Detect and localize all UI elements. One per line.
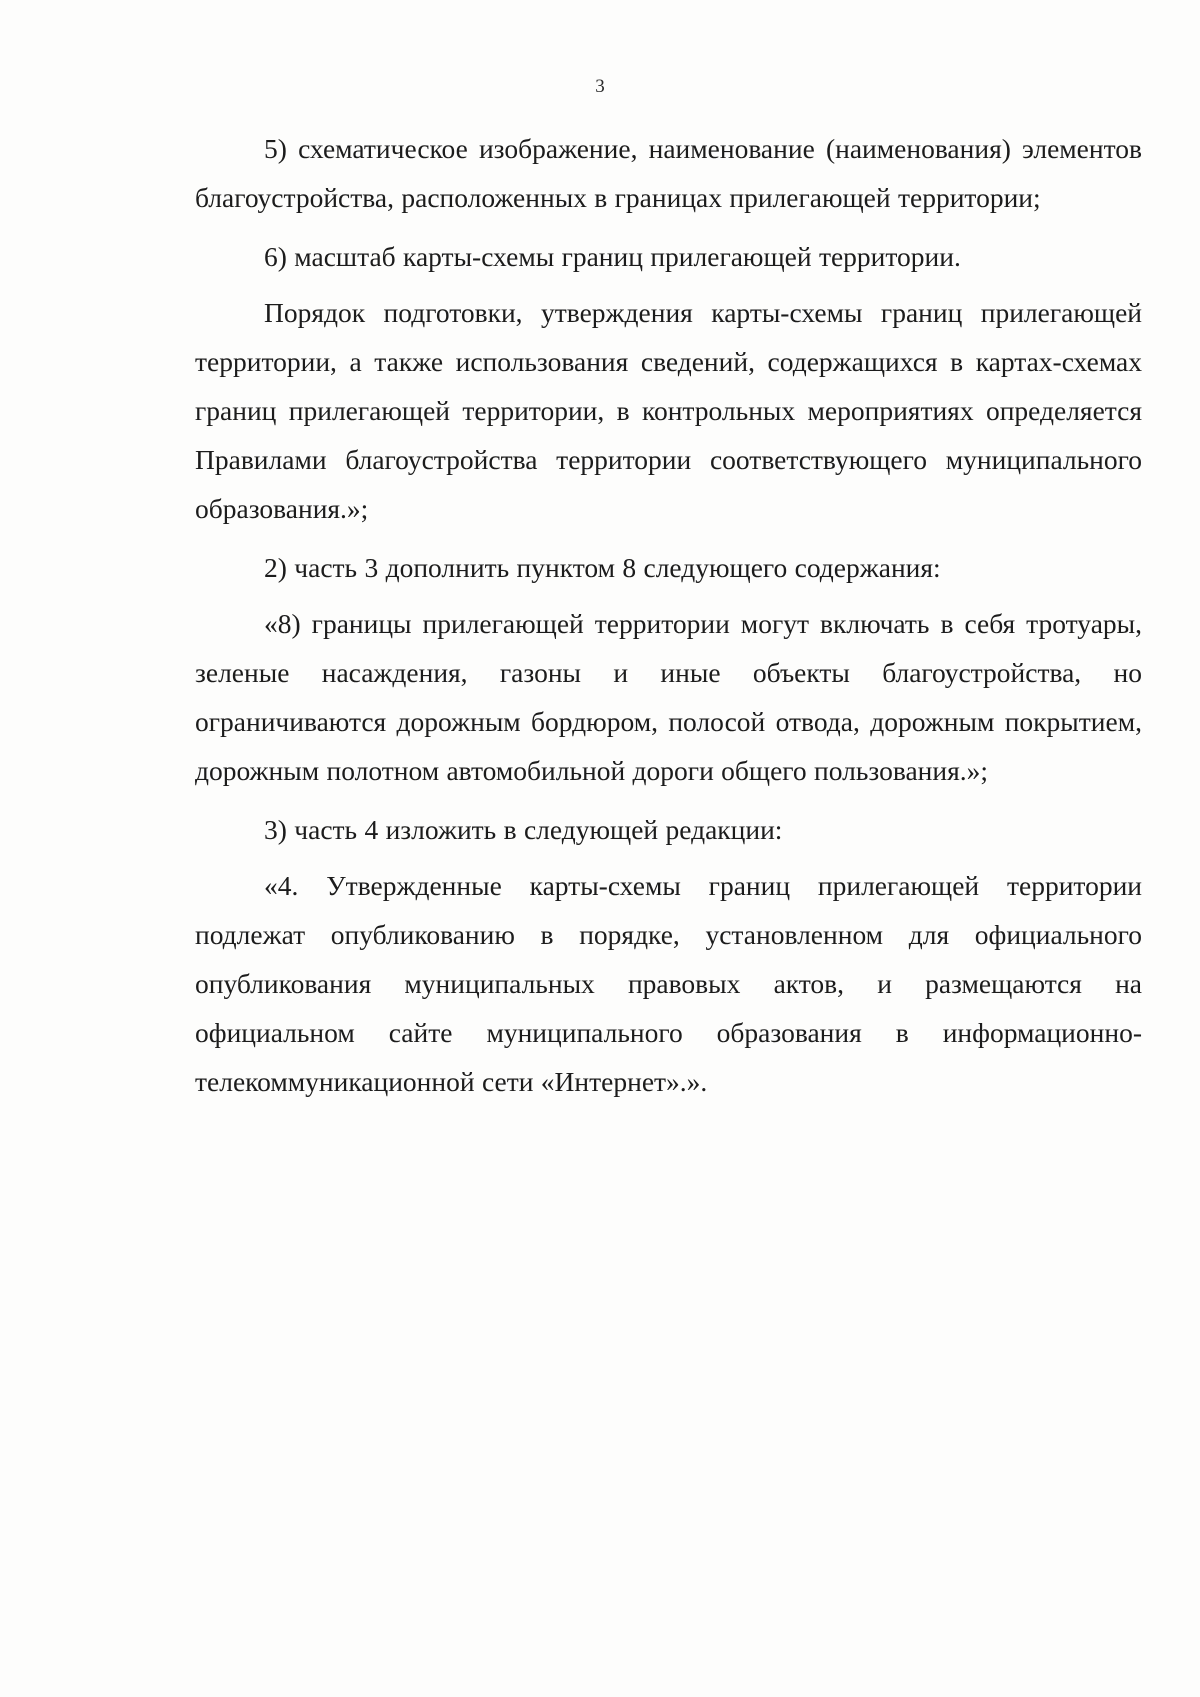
document-body <box>195 124 1142 1116</box>
page-number: 3 <box>595 76 605 97</box>
paragraph-item-6: 6) масштаб карты-схемы границ прилегающей территории. <box>264 241 961 272</box>
paragraph-amendment-3: 3) часть 4 изложить в следующей редакции: <box>264 814 783 845</box>
paragraph-amendment-2: 2) часть 3 дополнить пунктом 8 следующего содержания: <box>264 552 941 583</box>
paragraph-new-item-8: «8) границы прилегающей территории могут включать в себя тротуары, зеленые насаждения, газоны и иные объекты благоустройства, но ограничиваются дорожным бордюром, полосой отвода, дорожным покрытием, дорожным полотном автомобильной дороги общего пользования.»; <box>195 608 1142 786</box>
paragraph-procedure: Порядок подготовки, утверждения карты-схемы границ прилегающей территории, а также использования сведений, содержащихся в картах-схемах границ прилегающей территории, в контрольных мероприятиях определяется Правилами благоустройства территории соответствующего муниципального образования.»; <box>195 297 1142 524</box>
paragraph-item-5: 5) схематическое изображение, наименование (наименования) элементов благоустройства, расположенных в границах прилегающей территории; <box>195 133 1142 213</box>
paragraph-new-part-4: «4. Утвержденные карты-схемы границ прилегающей территории подлежат опубликованию в порядке, установленном для официального опубликования муниципальных правовых актов, и размещаются на официальном сайте муниципального образования в информационно-телекоммуникационной сети «Интернет».». <box>195 870 1142 1097</box>
